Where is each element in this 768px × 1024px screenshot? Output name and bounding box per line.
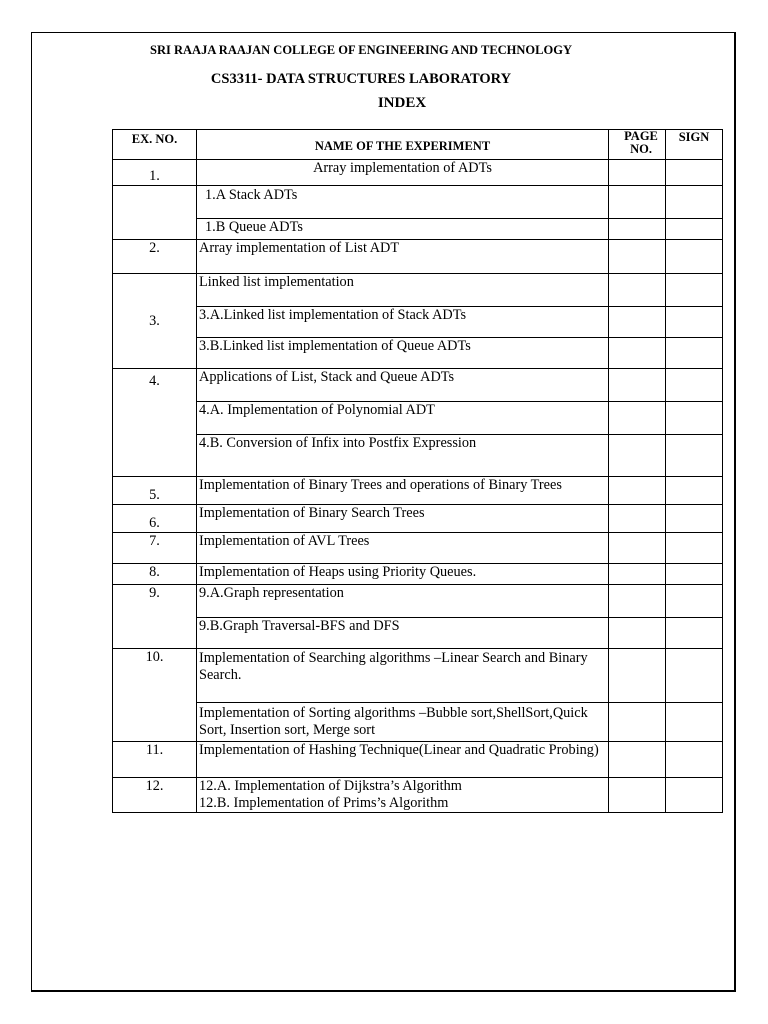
page-cell (609, 435, 666, 477)
college-name: SRI RAAJA RAAJAN COLLEGE OF ENGINEERING AND TECHNOLOGY (150, 43, 572, 57)
ex-no-cell: 6. (113, 505, 197, 533)
ex-no-cell: 2. (113, 240, 197, 274)
experiment-index-table (112, 129, 723, 813)
column-header-ex-no: EX. NO. (113, 130, 197, 160)
column-header-sign: SIGN (666, 130, 723, 160)
experiment-cell: 3.A.Linked list implementation of Stack ADTs (197, 307, 609, 338)
page-cell (609, 533, 666, 564)
sign-cell (666, 477, 723, 505)
experiment-cell: 1.B Queue ADTs (197, 219, 609, 240)
experiment-cell: Array implementation of ADTs (197, 160, 609, 186)
table-row (113, 435, 723, 477)
experiment-cell: Implementation of Binary Trees and operations of Binary Trees (197, 477, 609, 505)
ex-no-cell: 11. (113, 742, 197, 778)
sign-cell (666, 649, 723, 703)
table-row (113, 274, 723, 307)
page-cell (609, 585, 666, 618)
ex-no-cell: 4. (113, 369, 197, 477)
table-row (113, 778, 723, 813)
sign-cell (666, 307, 723, 338)
ex-no-cell: 3. (113, 274, 197, 369)
page-cell (609, 160, 666, 186)
table-header-row (113, 130, 723, 160)
page-cell (609, 703, 666, 742)
page-cell (609, 274, 666, 307)
page-cell (609, 338, 666, 369)
experiment-cell: Implementation of Binary Search Trees (197, 505, 609, 533)
table-row (113, 307, 723, 338)
column-header-page: PAGE NO. (609, 130, 666, 160)
page-cell (609, 307, 666, 338)
page-cell (609, 402, 666, 435)
experiment-line: 12.A. Implementation of Dijkstra’s Algorithm (199, 778, 462, 794)
table-row (113, 564, 723, 585)
experiment-cell: 9.A.Graph representation (197, 585, 609, 618)
table-row (113, 402, 723, 435)
ex-no-cell: 9. (113, 585, 197, 649)
column-header-name: NAME OF THE EXPERIMENT (197, 130, 609, 160)
experiment-cell: Linked list implementation (197, 274, 609, 307)
experiment-cell: Applications of List, Stack and Queue ADTs (197, 369, 609, 402)
page-cell (609, 219, 666, 240)
experiment-cell: Implementation of Sorting algorithms –Bubble sort,ShellSort,Quick Sort, Insertion sort, Merge sort (197, 703, 609, 742)
document-page (31, 32, 736, 992)
page-cell (609, 618, 666, 649)
ex-no-cell: 5. (113, 477, 197, 505)
table-row (113, 618, 723, 649)
table-row (113, 160, 723, 186)
sign-cell (666, 338, 723, 369)
lab-title: CS3311- DATA STRUCTURES LABORATORY (210, 71, 512, 87)
table-row (113, 649, 723, 703)
sign-cell (666, 778, 723, 813)
page-cell (609, 649, 666, 703)
sign-cell (666, 186, 723, 219)
page-cell (609, 369, 666, 402)
sign-cell (666, 435, 723, 477)
page-cell (609, 778, 666, 813)
sign-cell (666, 402, 723, 435)
page-cell (609, 240, 666, 274)
ex-no-cell: 1. (113, 160, 197, 186)
experiment-cell: Implementation of Hashing Technique(Linear and Quadratic Probing) (197, 742, 609, 778)
sign-cell (666, 533, 723, 564)
table-row (113, 505, 723, 533)
sign-cell (666, 240, 723, 274)
sign-cell (666, 219, 723, 240)
page-cell (609, 505, 666, 533)
sign-cell (666, 618, 723, 649)
experiment-cell (197, 778, 609, 813)
table-row (113, 703, 723, 742)
sign-cell (666, 274, 723, 307)
table-row (113, 369, 723, 402)
experiment-cell: 4.B. Conversion of Infix into Postfix Expression (197, 435, 609, 477)
experiment-cell: Implementation of Heaps using Priority Queues. (197, 564, 609, 585)
ex-no-cell (113, 186, 197, 240)
table-row (113, 219, 723, 240)
sign-cell (666, 585, 723, 618)
table-row (113, 742, 723, 778)
sign-cell (666, 369, 723, 402)
sign-cell (666, 505, 723, 533)
table-row (113, 477, 723, 505)
experiment-cell: Array implementation of List ADT (197, 240, 609, 274)
page-cell (609, 186, 666, 219)
page-cell (609, 477, 666, 505)
sign-cell (666, 703, 723, 742)
page-cell (609, 564, 666, 585)
sign-cell (666, 742, 723, 778)
table-row (113, 240, 723, 274)
experiment-cell: Implementation of Searching algorithms –Linear Search and Binary Search. (197, 649, 609, 703)
experiment-cell: 3.B.Linked list implementation of Queue ADTs (197, 338, 609, 369)
ex-no-cell: 10. (113, 649, 197, 742)
ex-no-cell: 7. (113, 533, 197, 564)
table-row (113, 186, 723, 219)
table-row (113, 338, 723, 369)
table-row (113, 533, 723, 564)
ex-no-cell: 12. (113, 778, 197, 813)
sign-cell (666, 564, 723, 585)
experiment-cell: 1.A Stack ADTs (197, 186, 609, 219)
index-heading: INDEX (377, 95, 427, 111)
experiment-cell: 4.A. Implementation of Polynomial ADT (197, 402, 609, 435)
experiment-line: 12.B. Implementation of Prims’s Algorithm (199, 795, 449, 811)
table-row (113, 585, 723, 618)
ex-no-cell: 8. (113, 564, 197, 585)
experiment-cell: 9.B.Graph Traversal-BFS and DFS (197, 618, 609, 649)
experiment-cell: Implementation of AVL Trees (197, 533, 609, 564)
page-cell (609, 742, 666, 778)
sign-cell (666, 160, 723, 186)
